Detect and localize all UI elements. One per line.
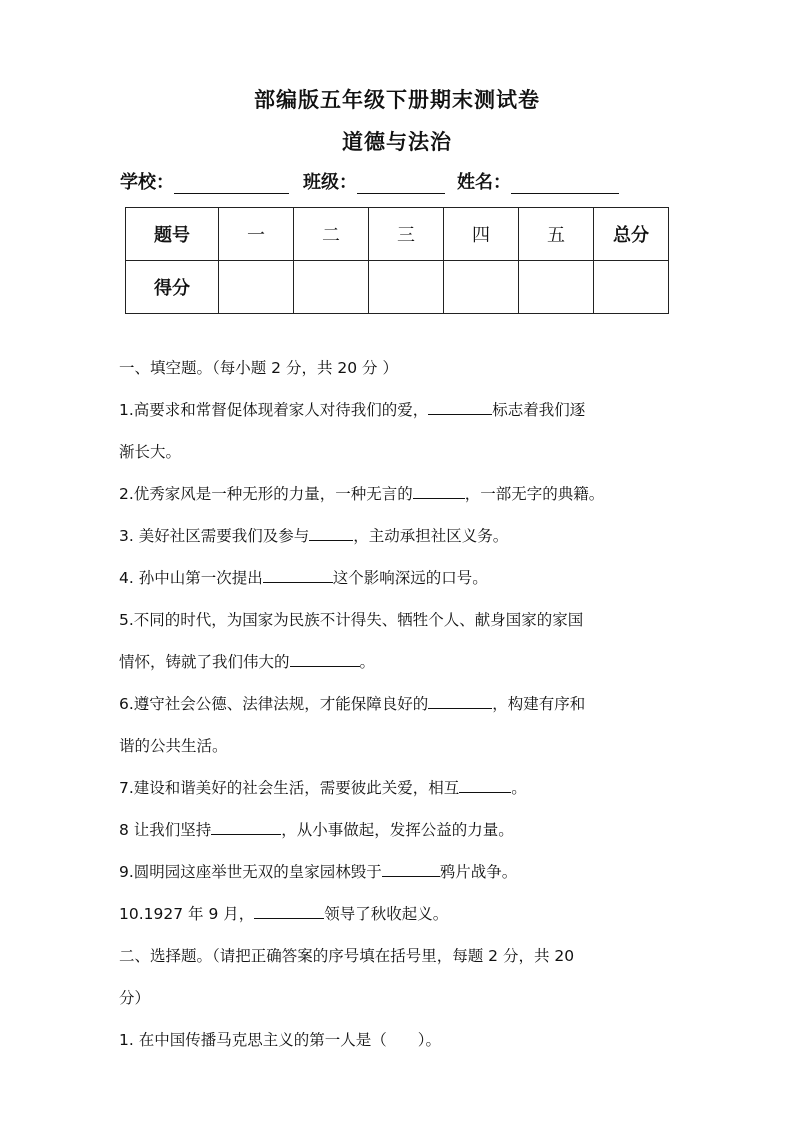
question-10-text-b: 领导了秋收起义。 [324,905,449,923]
page-title: 部编版五年级下册期末测试卷 [254,87,540,112]
score-cell-total[interactable] [594,261,669,314]
question-8 [119,820,689,840]
question-1-text-a: 1.高要求和常督促体现着家人对待我们的爱， [119,401,429,419]
question-2-text-a: 2.优秀家风是一种无形的力量，一种无言的 [119,485,413,503]
question-3 [119,526,689,546]
answer-blank-9[interactable] [382,862,440,877]
answer-blank-6[interactable] [428,694,492,709]
answer-blank-10[interactable] [254,904,324,919]
name-label: 姓名： [457,172,511,193]
question-6-text-b: ，构建有序和 [492,695,586,713]
score-cell-3[interactable] [369,261,444,314]
question-7-text-b: 。 [511,779,527,797]
answer-blank-5[interactable] [290,652,360,667]
column-3: 三 [369,208,444,261]
question-1-text-b: 标志着我们逐 [492,401,586,419]
total-header: 总分 [594,208,669,261]
question-4-text-a: 4. 孙中山第一次提出 [119,569,263,587]
question-6-text-a: 6.遵守社会公德、法律法规，才能保障良好的 [119,695,429,713]
school-label: 学校： [120,172,174,193]
column-1: 一 [219,208,294,261]
page-subtitle: 道德与法治 [342,129,452,154]
section-2-heading: 二、选择题。（请把正确答案的序号填在括号里，每题 2 分，共 20 [119,947,575,965]
name-field[interactable] [511,173,619,194]
question-4-text-b: 这个影响深远的口号。 [332,569,488,587]
question-9-text-a: 9.圆明园这座举世无双的皇家园林毁于 [119,863,382,881]
column-5: 五 [519,208,594,261]
section-2-heading-cont: 分） [119,989,151,1007]
question-2-text-b: ，一部无字的典籍。 [464,485,605,503]
question-7 [119,778,689,798]
school-field[interactable] [174,173,289,194]
answer-blank-3[interactable] [309,526,353,541]
class-label: 班级： [303,172,357,193]
column-2: 二 [294,208,369,261]
class-field[interactable] [357,173,445,194]
question-9 [119,862,689,882]
question-number-header: 题号 [126,208,219,261]
column-4: 四 [444,208,519,261]
student-info-row [120,168,619,196]
question-8-text-b: ，从小事做起，发挥公益的力量。 [281,821,514,839]
question-5-text-b: 情怀，铸就了我们伟大的 [119,653,290,671]
answer-blank-7[interactable] [459,778,511,793]
question-10 [119,904,689,924]
answer-blank-4[interactable] [263,568,333,583]
question-1-cont: 渐长大。 [119,443,182,461]
mc-question-1: 1. 在中国传播马克思主义的第一人是（ ）。 [119,1031,441,1049]
question-9-text-b: 鸦片战争。 [439,863,518,881]
score-table-score-row [126,261,669,314]
question-7-text-a: 7.建设和谐美好的社会生活，需要彼此关爱，相互 [119,779,460,797]
question-8-text-a: 8 让我们坚持 [119,821,212,839]
score-table [125,207,669,314]
question-2 [119,484,689,504]
question-1 [119,400,689,420]
question-10-text-a: 10.1927 年 9 月， [119,905,255,923]
score-row-header: 得分 [126,261,219,314]
score-table-header-row [126,208,669,261]
question-3-text-b: ，主动承担社区义务。 [353,527,509,545]
score-cell-2[interactable] [294,261,369,314]
question-5-text-c: 。 [359,653,376,671]
answer-blank-1[interactable] [428,400,492,415]
score-cell-4[interactable] [444,261,519,314]
answer-blank-2[interactable] [413,484,465,499]
question-4 [119,568,689,588]
question-3-text-a: 3. 美好社区需要我们及参与 [119,527,310,545]
score-cell-5[interactable] [519,261,594,314]
question-6 [119,694,689,714]
section-1-heading: 一、填空题。（每小题 2 分，共 20 分 ） [119,359,398,377]
question-5-cont [119,652,689,672]
answer-blank-8[interactable] [211,820,281,835]
question-5: 5.不同的时代，为国家为民族不计得失、牺牲个人、献身国家的家国 [119,611,584,629]
question-6-cont: 谐的公共生活。 [119,737,228,755]
score-cell-1[interactable] [219,261,294,314]
